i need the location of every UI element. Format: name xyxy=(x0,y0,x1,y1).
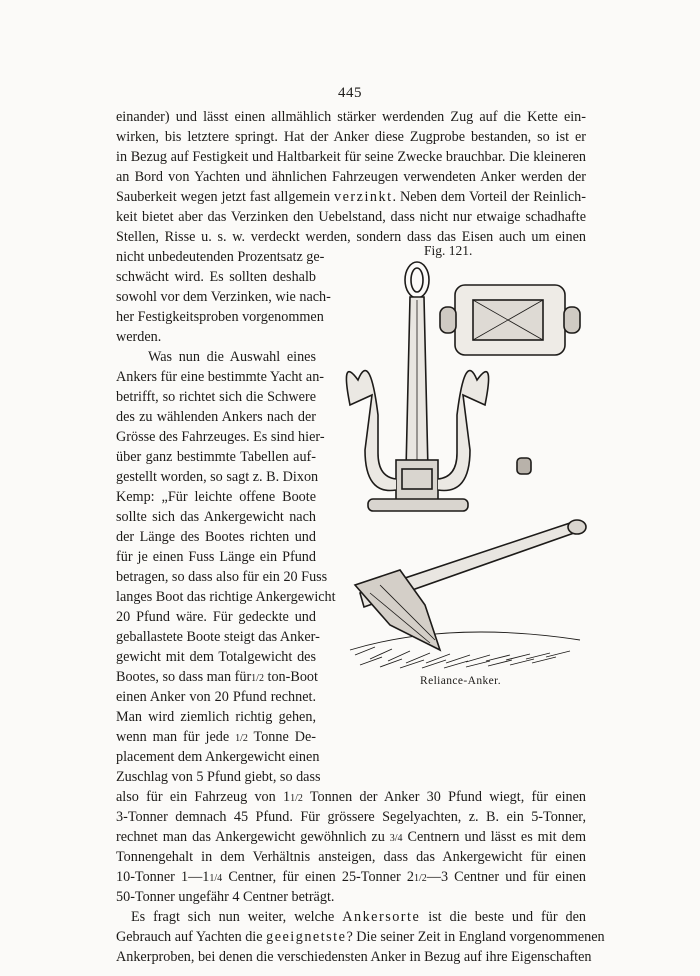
column-line: der Länge des Bootes richten und xyxy=(116,529,316,545)
text-span: . Neben dem Vorteil der Reinlich- xyxy=(392,189,587,205)
text-span: Bootes, so dass man für xyxy=(116,669,252,685)
nut-detail xyxy=(517,458,531,474)
fraction: 1/2 xyxy=(413,873,427,884)
anchor-right-fluke xyxy=(438,371,489,491)
text-line: Stellen, Risse u. s. w. verdeckt werden, sondern dass das Eisen auch um einen xyxy=(116,229,586,245)
fraction: 3/4 xyxy=(389,833,403,844)
column-line: Was nun die Auswahl eines xyxy=(148,349,316,365)
column-line: geballastete Boote steigt das Anker- xyxy=(116,629,320,645)
text-span: —3 Centner und für einen xyxy=(426,869,587,885)
column-line: nicht unbedeutenden Prozentsatz ge- xyxy=(116,249,325,265)
text-span: Tonnen der Anker 30 Pfund wiegt, für einen xyxy=(302,789,586,805)
text-span: ton-Boot xyxy=(263,669,318,685)
column-line: werden. xyxy=(116,329,162,345)
text-line: in Bezug auf Festigkeit und Haltbarkeit für seine Zwecke brauchbar. Die kleineren xyxy=(116,149,586,165)
text-span: ist die beste und für den xyxy=(420,909,587,925)
text-line xyxy=(116,787,586,807)
fraction: 1/4 xyxy=(209,873,223,884)
text-line: Ankerproben, bei denen die verschiedensten Anker in Bezug auf ihre Eigenschaften xyxy=(116,949,592,965)
figure-caption: Reliance-Anker. xyxy=(420,675,502,687)
anchor-illustration xyxy=(330,255,600,675)
column-line: des zu wählenden Ankers nach der xyxy=(116,409,316,425)
column-line: betragen, so dass also für ein 20 Fuss xyxy=(116,569,328,585)
column-line: placement dem Ankergewicht einen xyxy=(116,749,320,765)
text-line: Tonnengehalt in dem Verhältnis ansteigen, dass das Ankergewicht für einen xyxy=(116,849,586,865)
text-line: einander) und lässt einen allmählich stärker werdenden Zug auf die Kette ein- xyxy=(116,109,586,125)
emphasis-ankersorte: Ankersorte xyxy=(342,909,421,925)
column-line: Kemp: „Für leichte offene Boote xyxy=(116,489,316,505)
text-span: also für ein Fahrzeug von 1 xyxy=(116,789,291,805)
column-line: 20 Pfund wäre. Für gedeckte und xyxy=(116,609,316,625)
column-line: sowohl vor dem Verzinken, wie nach- xyxy=(116,289,331,305)
column-line xyxy=(116,727,316,747)
text-line xyxy=(116,927,605,947)
column-line: her Festigkeitsproben vorgenommen xyxy=(116,309,324,325)
page-number: 445 xyxy=(338,85,362,101)
text-line xyxy=(116,187,586,207)
text-line: wirken, bis letztere springt. Hat der Anker diese Zugprobe bestanden, so ist er xyxy=(116,129,586,145)
text-span: Centnern und lässt es mit dem xyxy=(402,829,586,845)
column-line: gestellt worden, so sagt z. B. Dixon xyxy=(116,469,319,485)
text-line xyxy=(131,907,586,927)
column-line: Grösse des Fahrzeuges. Es sind hier- xyxy=(116,429,325,445)
anchor-left-fluke xyxy=(346,371,396,491)
text-span: rechnet man das Ankergewicht gewöhnlich zu xyxy=(116,829,390,845)
text-span: Es fragt sich nun weiter, welche xyxy=(131,909,343,925)
text-line: keit bietet aber das Verzinken den Uebelstand, dass nicht nur etwaige schadhafte xyxy=(116,209,586,225)
text-span: wenn man für jede xyxy=(116,729,236,745)
column-line xyxy=(116,667,316,687)
text-line: 50-Tonner ungefähr 4 Centner beträgt. xyxy=(116,889,335,905)
text-span: 10-Tonner 1—1 xyxy=(116,869,210,885)
column-line: langes Boot das richtige Ankergewicht xyxy=(116,589,336,605)
column-line: für je einen Fuss Länge ein Pfund xyxy=(116,549,316,565)
fraction: 1/2 xyxy=(235,733,248,744)
emphasis-geeignetste: geeignetste xyxy=(266,929,347,945)
text-line xyxy=(116,827,586,847)
column-line: gewicht mit dem Totalgewicht des xyxy=(116,649,316,665)
emphasis-verzinkt: verzinkt xyxy=(334,189,393,205)
column-line: Man wird ziemlich richtig gehen, xyxy=(116,709,316,725)
text-span: Gebrauch auf Yachten die xyxy=(116,929,267,945)
text-line xyxy=(116,867,586,887)
column-line: über ganz bestimmte Tabellen auf- xyxy=(116,449,316,465)
fraction: 1/2 xyxy=(290,793,303,804)
column-line: Ankers für eine bestimmte Yacht an- xyxy=(116,369,325,385)
text-span: ? Die seiner Zeit in England vorgenommenen xyxy=(346,929,605,945)
column-line: betrifft, so richtet sich die Schwere xyxy=(116,389,316,405)
column-line: schwächt wird. Es sollten deshalb xyxy=(116,269,316,285)
text-span: Sauberkeit wegen jetzt fast allgemein xyxy=(116,189,335,205)
text-line: an Bord von Yachten und ähnlichen Fahrzeugen verwendeten Anker werden der xyxy=(116,169,586,185)
text-line: 3-Tonner demnach 45 Pfund. Für grössere Segelyachten, z. B. ein 5-Tonner, xyxy=(116,809,586,825)
text-span: Tonne De- xyxy=(247,729,316,745)
column-line: Zuschlag von 5 Pfund giebt, so dass xyxy=(116,769,321,785)
column-line: einen Anker von 20 Pfund rechnet. xyxy=(116,689,316,705)
text-span: Centner, für einen 25-Tonner 2 xyxy=(222,869,414,885)
ground-hatching xyxy=(350,632,580,668)
column-line: sollte sich das Ankergewicht nach xyxy=(116,509,316,525)
fraction: 1/2 xyxy=(251,673,264,684)
figure-label: Fig. 121. xyxy=(424,243,473,258)
